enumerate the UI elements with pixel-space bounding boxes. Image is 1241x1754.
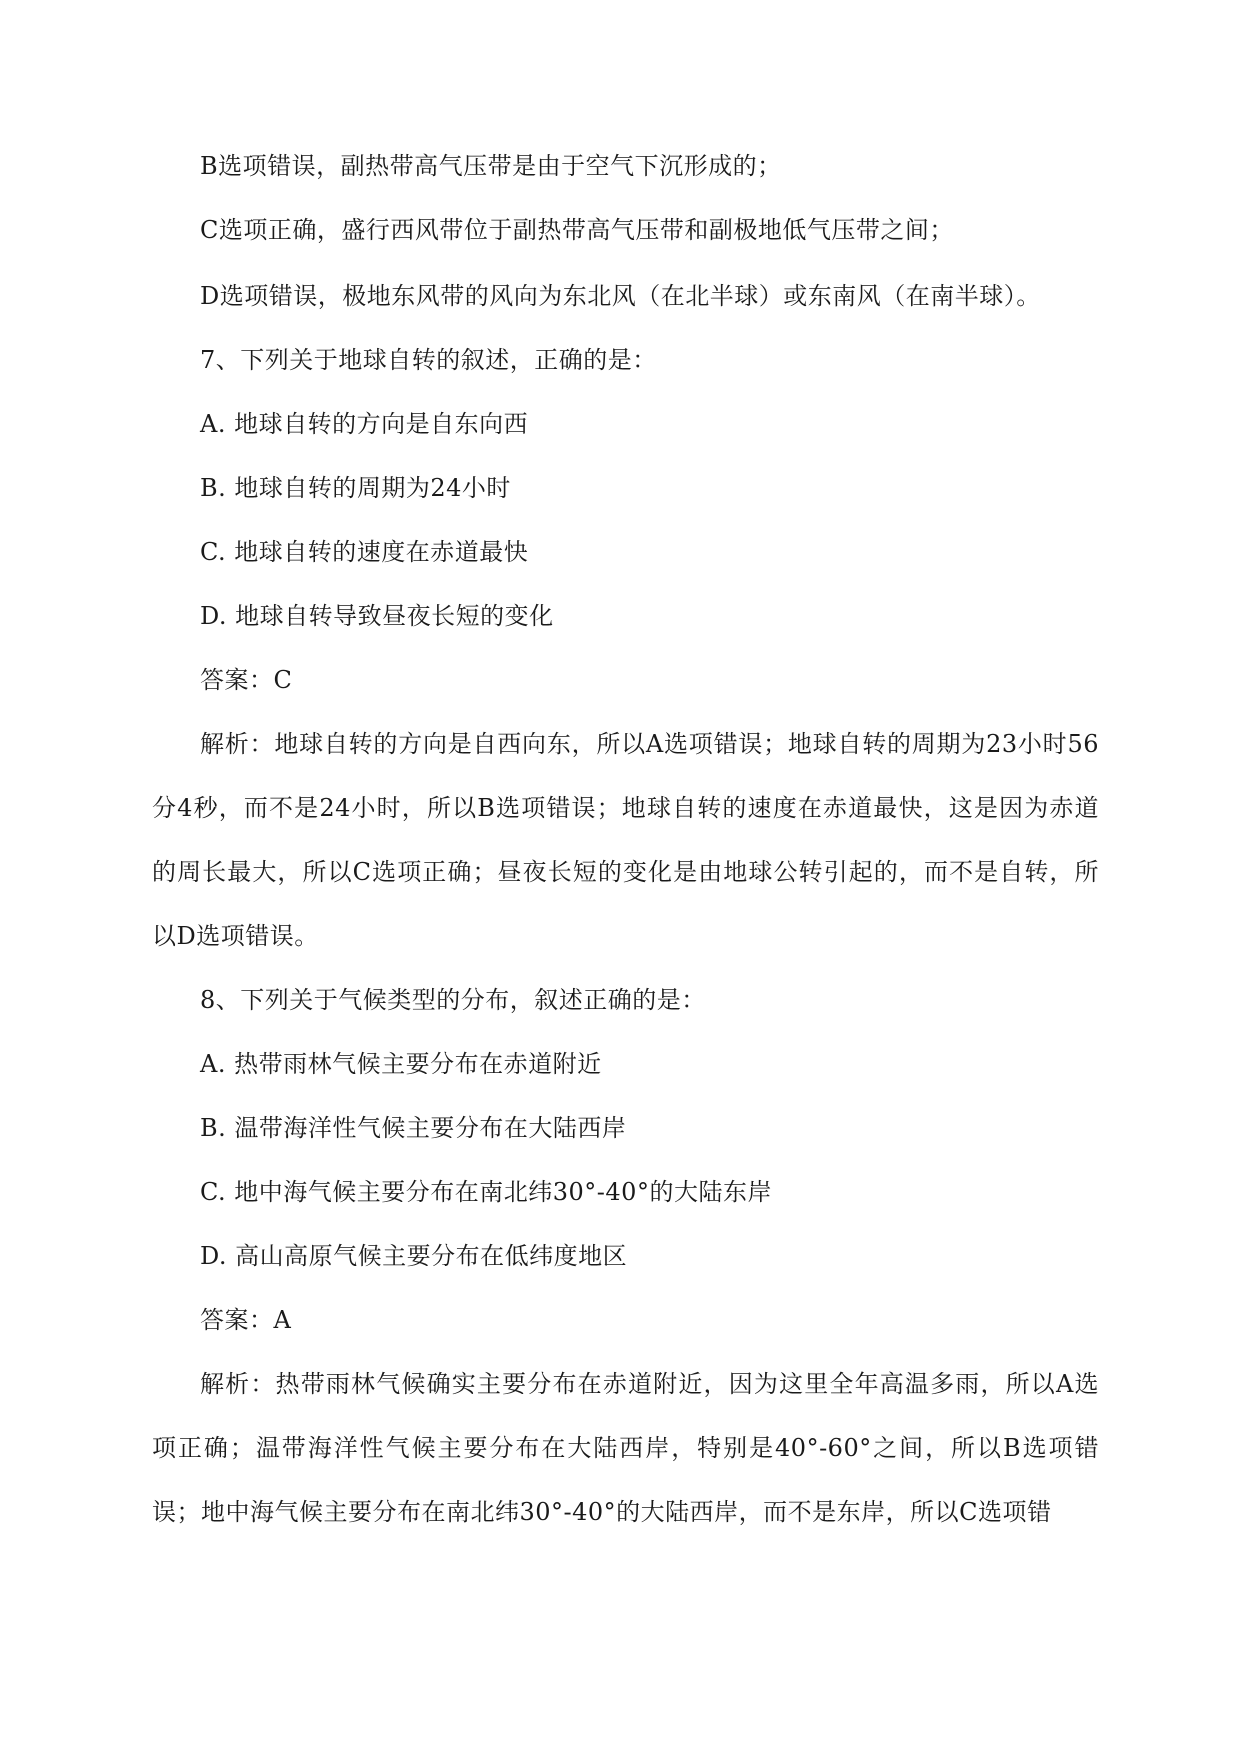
q8-analysis: 解析：热带雨林气候确实主要分布在赤道附近，因为这里全年高温多雨，所以A选项正确；温带海洋性气候主要分布在大陆西岸，特别是40°-60°之间，所以B选项错误；地中海气候主要分布在南北纬30°-40°的大陆西岸，而不是东岸，所以C选项错: [152, 1370, 1099, 1526]
q6-option-c-explanation: C选项正确，盛行西风带位于副热带高气压带和副极地低气压带之间；: [200, 216, 954, 244]
q7-option-d: D. 地球自转导致昼夜长短的变化: [200, 602, 554, 630]
q7-option-b: B. 地球自转的周期为24小时: [200, 474, 511, 502]
q8-option-d: D. 高山高原气候主要分布在低纬度地区: [200, 1242, 628, 1270]
q7-stem: 7、下列关于地球自转的叙述，正确的是：: [200, 346, 657, 374]
q7-analysis: 解析：地球自转的方向是自西向东，所以A选项错误；地球自转的周期为23小时56分4秒，而不是24小时，所以B选项错误；地球自转的速度在赤道最快，这是因为赤道的周长最大，所以C选项正确；昼夜长短的变化是由地球公转引起的，而不是自转，所以D选项错误。: [152, 730, 1099, 950]
q8-option-b: B. 温带海洋性气候主要分布在大陆西岸: [200, 1114, 627, 1142]
q7-answer: 答案：C: [200, 666, 293, 694]
q7-option-a: A. 地球自转的方向是自东向西: [200, 410, 529, 438]
q8-answer: 答案：A: [200, 1306, 292, 1334]
q8-option-a: A. 热带雨林气候主要分布在赤道附近: [200, 1050, 602, 1078]
q6-option-b-explanation: B选项错误，副热带高气压带是由于空气下沉形成的；: [200, 152, 782, 180]
q8-stem: 8、下列关于气候类型的分布，叙述正确的是：: [200, 986, 706, 1014]
q8-option-c: C. 地中海气候主要分布在南北纬30°-40°的大陆东岸: [200, 1178, 772, 1206]
q7-option-c: C. 地球自转的速度在赤道最快: [200, 538, 529, 566]
q6-option-d-explanation: D选项错误，极地东风带的风向为东北风（在北半球）或东南风（在南半球）。: [200, 282, 1041, 310]
